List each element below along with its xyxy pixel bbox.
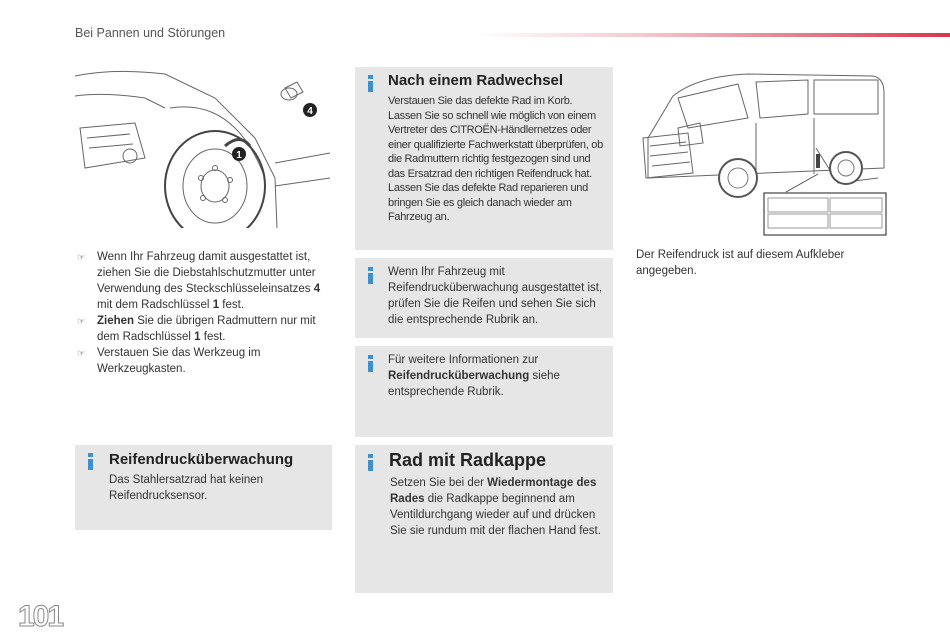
- info-text: siehe entsprechende Rubrik.: [388, 370, 560, 398]
- tyre-label-caption: Der Reifendruck ist auf diesem Aufkleber angegeben.: [636, 249, 845, 277]
- info-box-text: [390, 475, 605, 539]
- list-item: [75, 313, 335, 345]
- info-box-text: Verstauen Sie das defekte Rad im Korb. Lassen Sie so schnell wie möglich von einem Vertreter des CITROËN-Händlernetzes oder einer qualifizierte Fachwerkstatt überprüfen, ob die Radmuttern richtig festgezogen sind und das Ersatzrad den richtigen Reifendruck hat. Lassen Sie das defekte Rad reparieren und bringen Sie es gleich danach wieder am Fahrzeug an.: [388, 95, 603, 223]
- info-box-title: Nach einem Radwechsel: [388, 72, 564, 89]
- list-item-text: Verstauen Sie das Werkzeug im Werkzeugkasten.: [97, 347, 261, 375]
- info-box-nach-radwechsel: [355, 67, 613, 250]
- hand-pointer-icon: ☞: [77, 348, 86, 358]
- info-text-bold: Reifendrucküberwachung: [388, 370, 530, 382]
- list-item: [75, 345, 335, 377]
- list-item-text: fest.: [219, 299, 245, 311]
- list-item-text: mit dem Radschlüssel: [97, 299, 213, 311]
- list-item-bold: 4: [313, 283, 321, 295]
- info-box-reifen-pruefen: [355, 258, 613, 338]
- info-box-title: Rad mit Radkappe: [389, 450, 547, 470]
- van-illustration: [638, 68, 888, 238]
- list-item-text: Sie die übrigen Radmuttern nur mit dem Radschlüssel: [97, 315, 316, 343]
- list-item-bold: 1: [212, 299, 220, 311]
- list-item-bold: 1: [194, 331, 201, 343]
- info-box-text: [388, 352, 608, 400]
- info-text: die Radkappe beginnend am Ventildurchgang wieder auf und drücken Sie sie rundum mit der flachen Hand fest.: [390, 493, 601, 537]
- list-item-bold: Ziehen: [97, 315, 135, 327]
- info-box-title: Reifendrucküberwachung: [109, 451, 294, 468]
- callout-1-label: 1: [236, 150, 242, 161]
- instruction-list: [75, 249, 335, 377]
- info-box-text: Das Stahlersatzrad hat keinen Reifendrucksensor.: [109, 474, 264, 502]
- list-item-text: Wenn Ihr Fahrzeug damit ausgestattet ist, ziehen Sie die Diebstahlschutzmutter unter Verwendung des Steckschlüsseleinsatzes: [97, 251, 316, 295]
- wheel-tightening-illustration: [75, 68, 330, 228]
- info-box-text: Wenn Ihr Fahrzeug mit Reifendrucküberwachung ausgestattet ist, prüfen Sie die Reifen und sehen Sie sich die entsprechende Rubrik an.: [388, 266, 603, 326]
- info-box-weitere-informationen: [355, 346, 613, 437]
- info-box-reifendruck: [75, 445, 332, 530]
- page-number: 101: [18, 600, 63, 633]
- info-text: Für weitere Informationen zur: [388, 354, 539, 366]
- callout-4-label: 4: [307, 106, 313, 117]
- header-accent-bar: [478, 33, 950, 37]
- list-item: [75, 249, 335, 313]
- hand-pointer-icon: ☞: [77, 252, 86, 262]
- info-box-rad-mit-radkappe: [355, 445, 613, 593]
- page-section-title: Bei Pannen und Störungen: [75, 26, 226, 40]
- info-text-bold: Wiedermontage des Rades: [390, 477, 597, 505]
- list-item-text: fest.: [200, 331, 226, 343]
- hand-pointer-icon: ☞: [77, 316, 86, 326]
- info-text: Setzen Sie bei der: [390, 477, 488, 489]
